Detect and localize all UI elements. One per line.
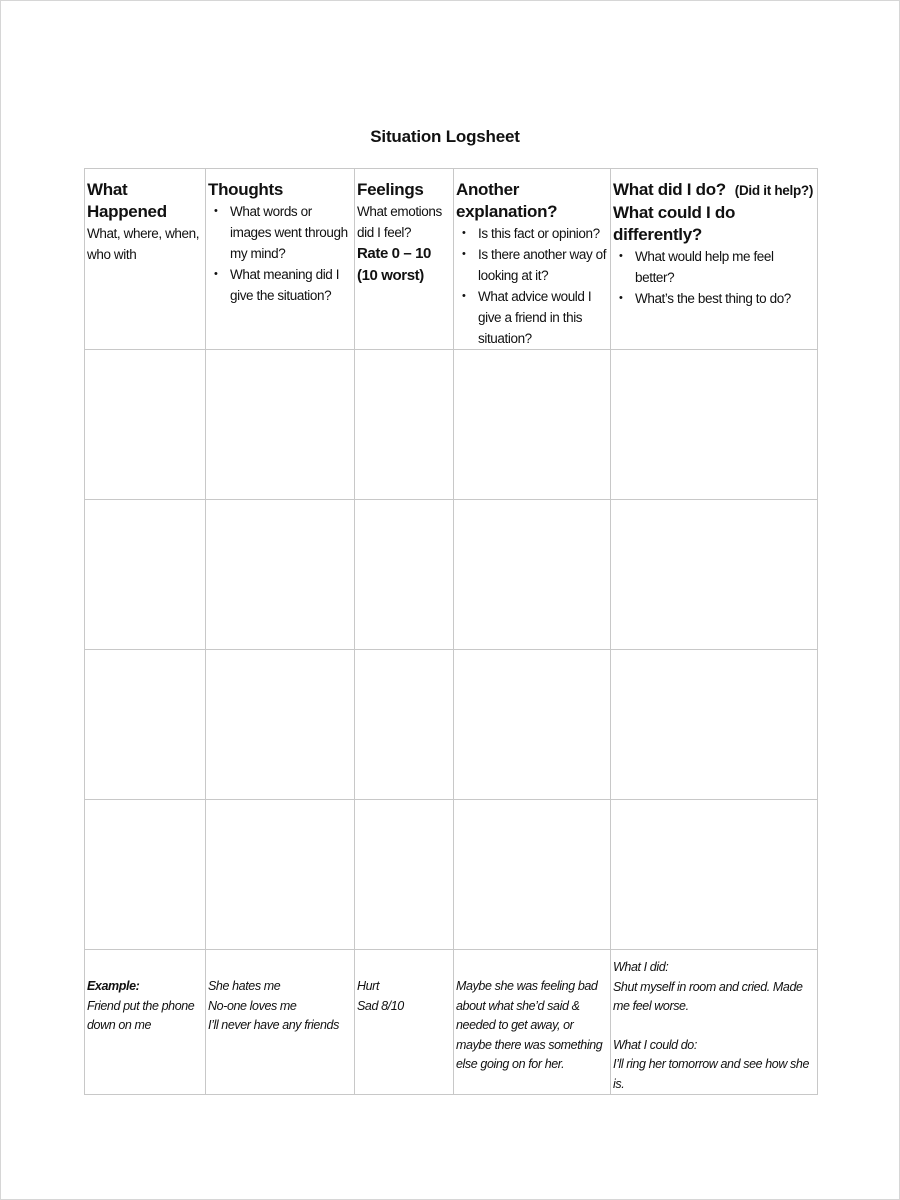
entry-row	[85, 350, 818, 500]
example-thoughts	[206, 950, 355, 1095]
column-heading: Thoughts	[208, 180, 284, 199]
bullet-icon: •	[619, 292, 623, 304]
example-explanation	[454, 950, 611, 1095]
example-text: Shut myself in room and cried. Made me feel worse.	[613, 979, 803, 1013]
prompt-item: • What would help me feel better?	[613, 246, 815, 288]
entry-cell[interactable]	[355, 800, 454, 950]
header-what-did-i-do	[611, 169, 818, 350]
prompt-item: • What meaning did I give the situation?	[208, 264, 352, 306]
column-subtitle: What emotions did I feel?	[357, 204, 442, 240]
logsheet-table	[84, 168, 818, 1095]
prompt-item: • What advice would I give a friend in this situation?	[456, 286, 608, 349]
bullet-icon: •	[214, 205, 218, 217]
example-text: I’ll ring her tomorrow and see how she is.	[613, 1057, 810, 1091]
entry-cell[interactable]	[454, 650, 611, 800]
rating-scale: Rate 0 – 10	[357, 245, 431, 262]
entry-cell[interactable]	[206, 800, 355, 950]
column-heading: What did I do? (Did it help?)	[613, 180, 814, 199]
rating-note: (10 worst)	[357, 267, 424, 284]
entry-cell[interactable]	[85, 500, 206, 650]
prompt-list	[613, 246, 815, 309]
example-text: No-one loves me	[208, 998, 297, 1013]
entry-cell[interactable]	[355, 500, 454, 650]
bullet-icon: •	[462, 248, 466, 260]
example-feelings	[355, 950, 454, 1095]
column-heading-secondary: What could I do differently?	[613, 203, 736, 244]
entry-row	[85, 500, 818, 650]
prompt-item: • Is this fact or opinion?	[456, 223, 608, 244]
entry-cell[interactable]	[85, 350, 206, 500]
entry-cell[interactable]	[611, 800, 818, 950]
entry-cell[interactable]	[454, 500, 611, 650]
header-what-happened	[85, 169, 206, 350]
column-heading: Another explanation?	[456, 180, 558, 221]
entry-cell[interactable]	[206, 500, 355, 650]
bullet-icon: •	[462, 227, 466, 239]
bullet-icon: •	[214, 268, 218, 280]
prompt-list	[208, 201, 352, 306]
column-heading: What Happened	[87, 180, 167, 221]
entry-cell[interactable]	[355, 650, 454, 800]
header-thoughts	[206, 169, 355, 350]
entry-cell[interactable]	[454, 800, 611, 950]
column-subtitle: What, where, when, who with	[87, 226, 200, 262]
example-text: Sad 8/10	[357, 998, 404, 1013]
example-text: Hurt	[357, 979, 380, 993]
example-actions	[611, 950, 818, 1095]
prompt-item: • What’s the best thing to do?	[613, 288, 815, 309]
entry-cell[interactable]	[85, 650, 206, 800]
example-text: She hates me	[208, 979, 281, 993]
header-row	[85, 169, 818, 350]
example-sublabel: What I did:	[613, 960, 669, 974]
entry-cell[interactable]	[85, 800, 206, 950]
header-another-explanation	[454, 169, 611, 350]
entry-cell[interactable]	[611, 350, 818, 500]
entry-cell[interactable]	[611, 650, 818, 800]
example-sublabel: What I could do:	[613, 1037, 697, 1052]
entry-cell[interactable]	[206, 650, 355, 800]
bullet-icon: •	[462, 290, 466, 302]
entry-row	[85, 650, 818, 800]
entry-cell[interactable]	[355, 350, 454, 500]
example-text: I’ll never have any friends	[208, 1018, 339, 1032]
example-text: Friend put the phone down on me	[87, 998, 195, 1032]
example-what-happened	[85, 950, 206, 1095]
example-text: Maybe she was feeling bad about what she’d said & needed to get away, or maybe there was something else going on for her.	[456, 979, 603, 1071]
example-row	[85, 950, 818, 1095]
prompt-item: • What words or images went through my mind?	[208, 201, 352, 264]
prompt-list	[456, 223, 608, 349]
bullet-icon: •	[619, 250, 623, 262]
header-feelings	[355, 169, 454, 350]
example-label: Example:	[87, 979, 140, 993]
entry-cell[interactable]	[206, 350, 355, 500]
prompt-item: • Is there another way of looking at it?	[456, 244, 608, 286]
page-title: Situation Logsheet	[370, 127, 520, 146]
column-heading: Feelings	[357, 180, 424, 199]
entry-cell[interactable]	[454, 350, 611, 500]
entry-cell[interactable]	[611, 500, 818, 650]
entry-row	[85, 800, 818, 950]
